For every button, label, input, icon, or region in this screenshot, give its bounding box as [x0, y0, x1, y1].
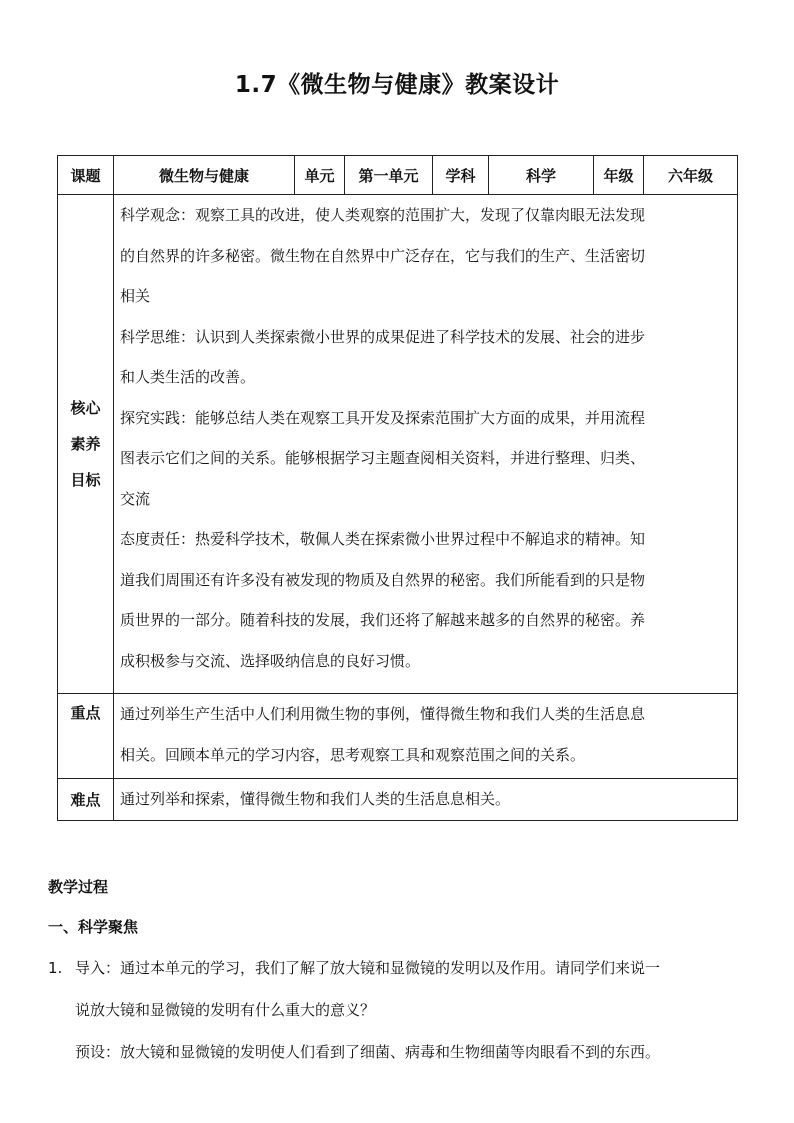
core-label-line: 素养	[70, 435, 101, 453]
difficulty-content	[114, 779, 738, 821]
core-literacy-content	[114, 195, 738, 694]
difficulty-row	[58, 779, 738, 821]
list-number: 1.	[48, 959, 63, 977]
subject-label: 学科	[433, 156, 489, 195]
page-title: 1.7《微生物与健康》教案设计	[234, 72, 560, 98]
text-line: 的自然界的许多秘密。微生物在自然界中广泛存在，它与我们的生产、生活密切	[120, 246, 646, 265]
text-line: 相关。回顾本单元的学习内容，思考观察工具和观察范围之间的关系。	[120, 745, 586, 764]
text-line: 探究实践：能够总结人类在观察工具开发及探索范围扩大方面的成果，并用流程	[120, 408, 646, 427]
difficulty-label: 难点	[58, 779, 114, 821]
text-line: 科学思维：认识到人类探索微小世界的成果促进了科学技术的发展、社会的进步	[120, 327, 646, 346]
text-line: 说放大镜和显微镜的发明有什么重大的意义？	[75, 1001, 376, 1019]
key-point-label: 重点	[58, 694, 114, 779]
key-point-row	[58, 694, 738, 779]
text-line: 质世界的一部分。随着科技的发展，我们还将了解越来越多的自然界的秘密。养	[120, 611, 646, 629]
text-line: 交流	[120, 489, 151, 508]
core-literacy-row	[58, 195, 738, 694]
text-line: 导入：通过本单元的学习，我们了解了放大镜和显微镜的发明以及作用。请同学们来说一	[75, 959, 661, 977]
list-item	[48, 947, 763, 1073]
topic-value: 微生物与健康	[114, 156, 295, 195]
text-line: 科学观念：观察工具的改进，使人类观察的范围扩大，发现了仅靠肉眼无法发现	[120, 206, 646, 224]
unit-label: 单元	[295, 156, 345, 195]
core-label-line: 核心	[70, 399, 101, 417]
text-line: 成积极参与交流、选择吸纳信息的良好习惯。	[120, 651, 421, 670]
text-line: 态度责任：热爱科学技术，敬佩人类在探索微小世界过程中不解追求的精神。知	[120, 530, 646, 548]
core-label-line: 目标	[70, 471, 101, 489]
grade-label: 年级	[594, 156, 644, 195]
text-line: 图表示它们之间的关系。能够根据学习主题查阅相关资料，并进行整理、归类、	[120, 449, 646, 467]
process-heading: 教学过程	[48, 878, 109, 896]
subject-value: 科学	[489, 156, 594, 195]
core-literacy-label	[58, 195, 114, 694]
lesson-plan-table	[57, 155, 738, 821]
text-line: 相关	[120, 287, 151, 305]
table-header-row	[58, 156, 738, 195]
text-line: 和人类生活的改善。	[120, 368, 256, 386]
text-line: 通过列举和探索，懂得微生物和我们人类的生活息息相关。	[120, 790, 511, 808]
unit-value: 第一单元	[345, 156, 433, 195]
grade-value: 六年级	[644, 156, 738, 195]
text-line: 道我们周围还有许多没有被发现的物质及自然界的秘密。我们所能看到的只是物	[120, 570, 646, 589]
topic-label: 课题	[58, 156, 114, 195]
text-line: 通过列举生产生活中人们利用微生物的事例，懂得微生物和我们人类的生活息息	[120, 705, 646, 723]
section-heading: 一、科学聚焦	[48, 918, 139, 936]
key-point-content	[114, 694, 738, 779]
text-line: 预设：放大镜和显微镜的发明使人们看到了细菌、病毒和生物细菌等肉眼看不到的东西。	[75, 1043, 661, 1061]
